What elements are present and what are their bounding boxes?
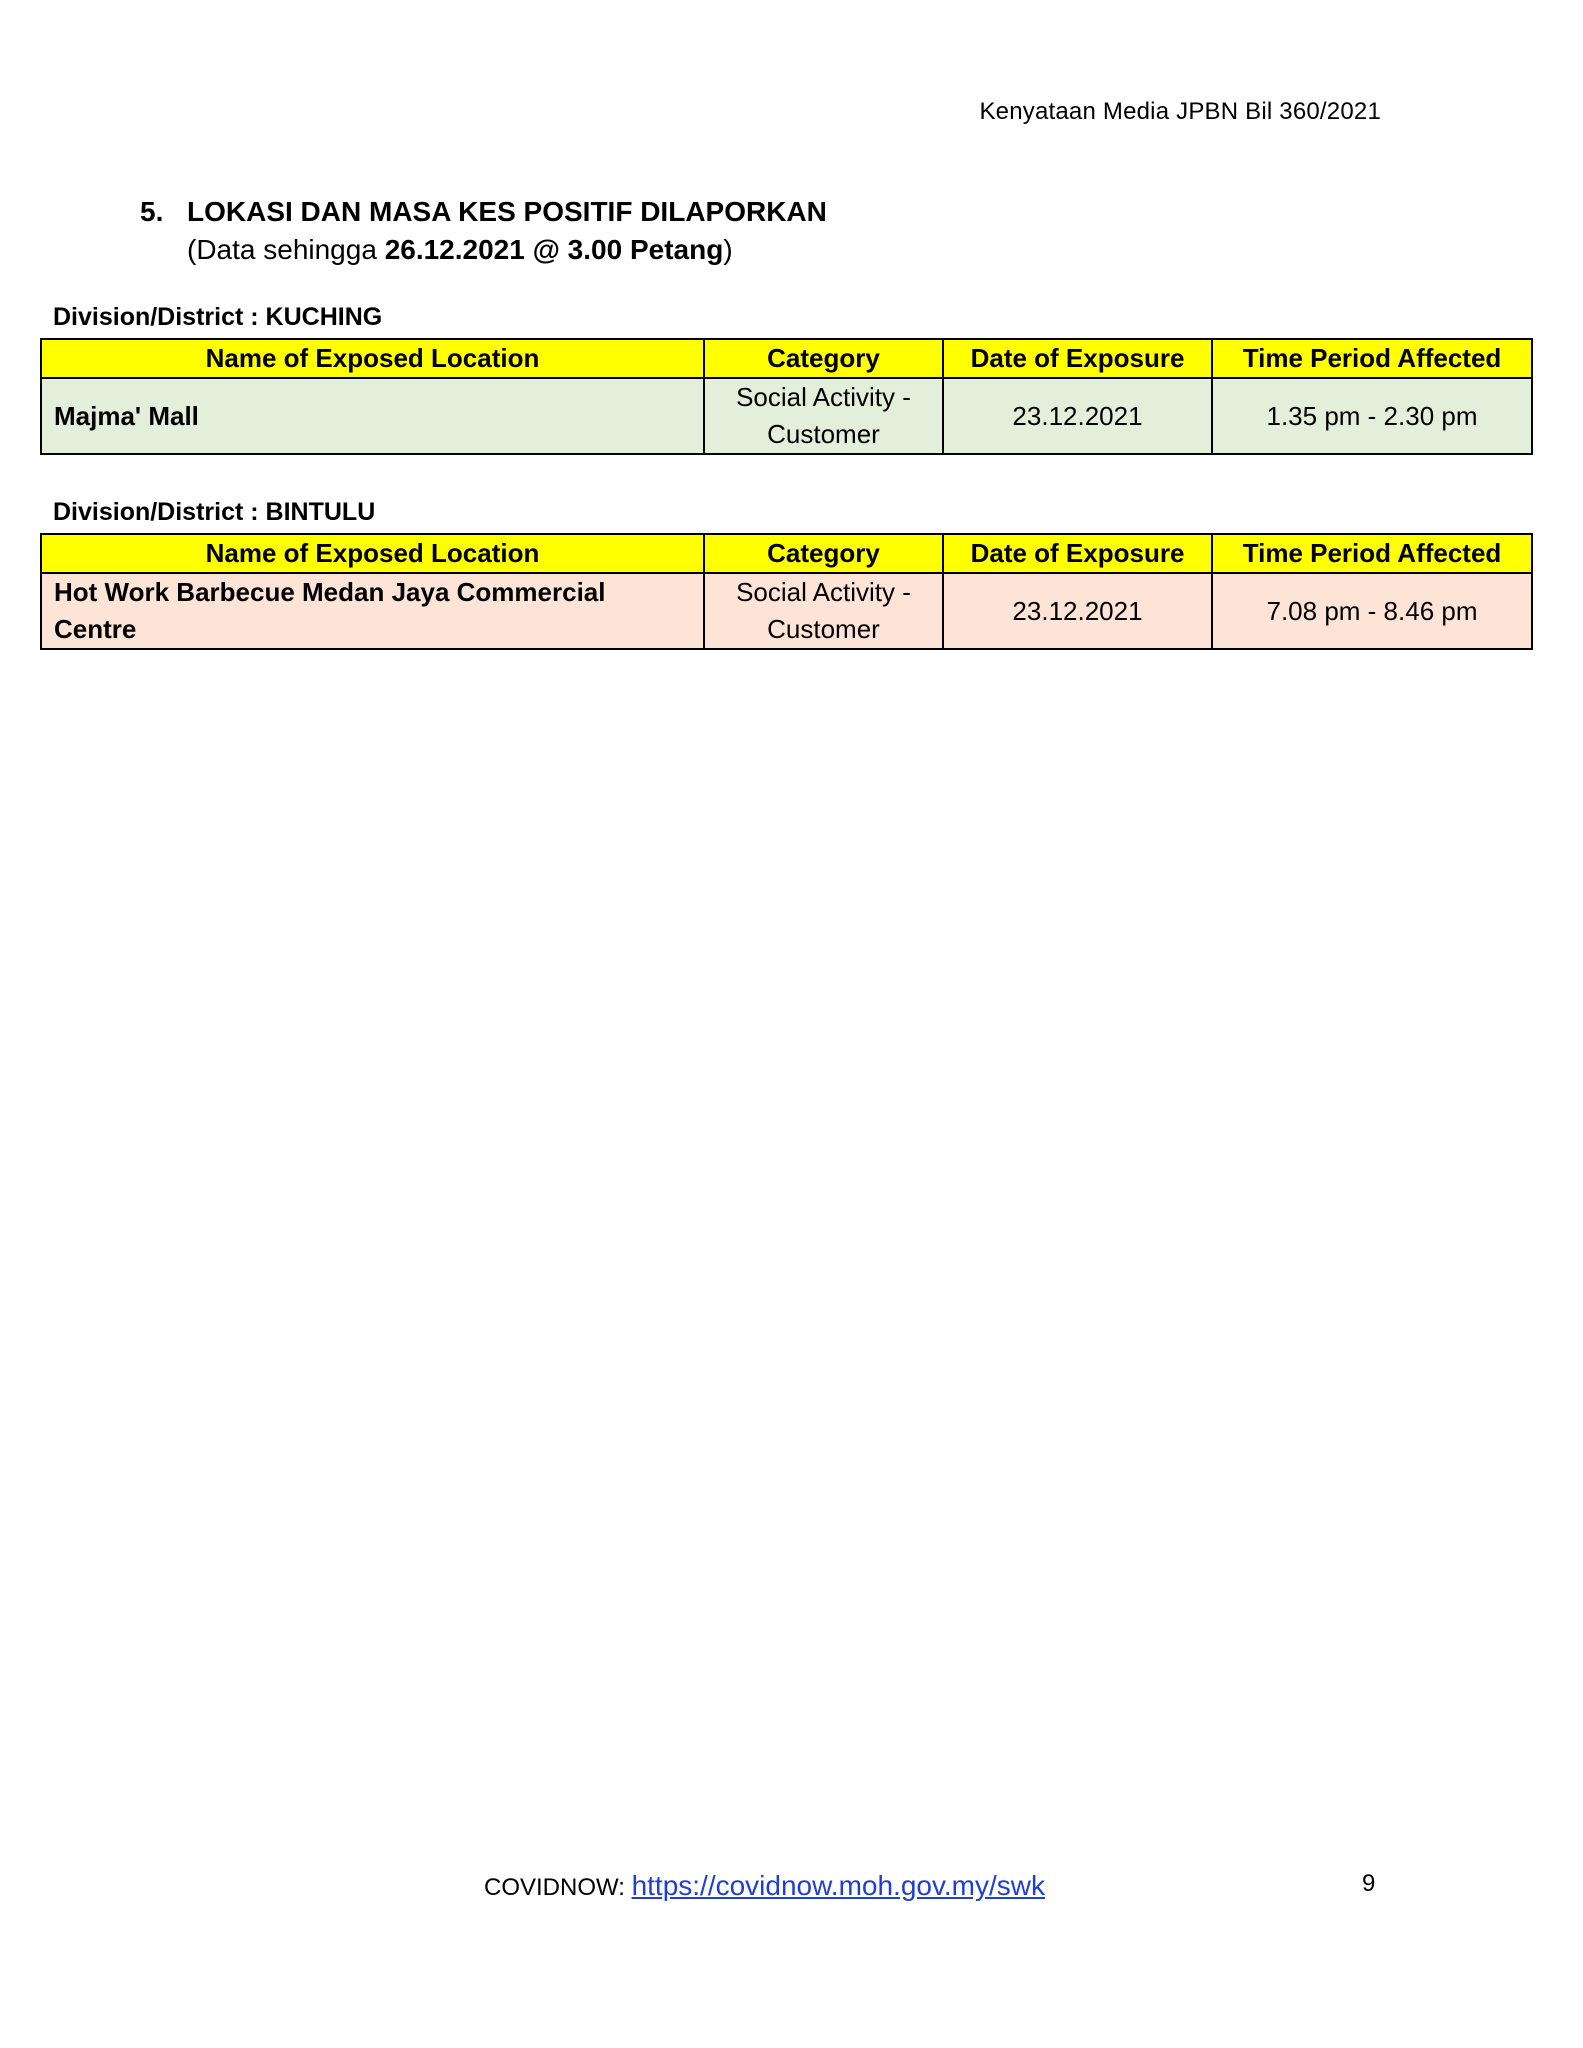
cell-date: 23.12.2021 bbox=[943, 378, 1212, 454]
table-header-row bbox=[41, 534, 1532, 573]
subtitle-prefix: (Data sehingga bbox=[187, 234, 385, 265]
district-label-prefix: Division/District : bbox=[53, 498, 266, 526]
district-label-kuching bbox=[53, 303, 382, 332]
document-reference: Kenyataan Media JPBN Bil 360/2021 bbox=[979, 98, 1381, 125]
table-row bbox=[41, 573, 1532, 649]
cell-time: 7.08 pm - 8.46 pm bbox=[1212, 573, 1532, 649]
column-header-time: Time Period Affected bbox=[1212, 534, 1532, 573]
column-header-time: Time Period Affected bbox=[1212, 339, 1532, 378]
table-header-row bbox=[41, 339, 1532, 378]
section-heading bbox=[140, 196, 827, 228]
subtitle-datetime: 26.12.2021 @ 3.00 Petang bbox=[384, 234, 724, 265]
section-number: 5. bbox=[140, 196, 164, 227]
footer-covidnow bbox=[484, 1870, 1045, 1902]
column-header-date: Date of Exposure bbox=[943, 339, 1212, 378]
district-label-bintulu bbox=[53, 498, 375, 527]
district-name: KUCHING bbox=[265, 303, 383, 331]
page-number: 9 bbox=[1362, 1870, 1376, 1897]
table-row bbox=[41, 378, 1532, 454]
covidnow-link[interactable]: https://covidnow.moh.gov.my/swk bbox=[631, 1870, 1045, 1901]
footer-prefix: COVIDNOW: bbox=[484, 1874, 632, 1901]
cell-location: Hot Work Barbecue Medan Jaya Commercial Centre bbox=[41, 573, 704, 649]
section-title: LOKASI DAN MASA KES POSITIF DILAPORKAN bbox=[187, 196, 827, 227]
column-header-category: Category bbox=[704, 339, 943, 378]
exposure-table-kuching bbox=[40, 338, 1533, 455]
column-header-category: Category bbox=[704, 534, 943, 573]
cell-date: 23.12.2021 bbox=[943, 573, 1212, 649]
cell-category: Social Activity - Customer bbox=[704, 573, 943, 649]
district-label-prefix: Division/District : bbox=[53, 303, 266, 331]
column-header-location: Name of Exposed Location bbox=[41, 339, 704, 378]
section-subtitle bbox=[187, 234, 733, 266]
subtitle-suffix: ) bbox=[723, 234, 733, 265]
cell-time: 1.35 pm - 2.30 pm bbox=[1212, 378, 1532, 454]
exposure-table-bintulu bbox=[40, 533, 1533, 650]
column-header-date: Date of Exposure bbox=[943, 534, 1212, 573]
cell-location: Majma' Mall bbox=[41, 378, 704, 454]
column-header-location: Name of Exposed Location bbox=[41, 534, 704, 573]
district-name: BINTULU bbox=[265, 498, 376, 526]
cell-category: Social Activity - Customer bbox=[704, 378, 943, 454]
